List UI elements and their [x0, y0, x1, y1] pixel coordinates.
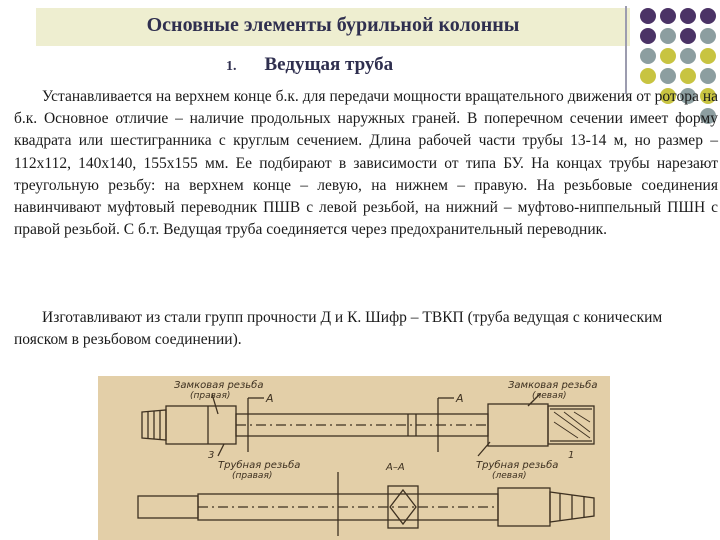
label-trub-right: Трубная резьба [476, 460, 559, 471]
label-trub-left: Трубная резьба [218, 460, 301, 471]
label-zamk-left-sub: (правая) [190, 391, 231, 401]
dot [700, 48, 716, 64]
drawing-svg [98, 376, 610, 540]
dot [660, 8, 676, 24]
dot [680, 28, 696, 44]
label-zamk-right: Замковая резьба [508, 380, 598, 391]
label-zamk-left: Замковая резьба [174, 380, 264, 391]
body-paragraph-2: Изготавливают из стали групп прочности Д и К. Шифр – ТВКП (труба ведущая с коническим пояском в резьбовом соединении). [14, 309, 663, 349]
dot [680, 68, 696, 84]
label-num-3: 3 [208, 450, 215, 461]
dot [680, 8, 696, 24]
label-a-left: А [266, 392, 274, 405]
label-zamk-right-sub: (левая) [532, 391, 567, 401]
label-trub-left-sub: (правая) [232, 471, 273, 481]
dot [660, 28, 676, 44]
dot [640, 8, 656, 24]
dot [700, 68, 716, 84]
dot [700, 28, 716, 44]
dot [700, 8, 716, 24]
label-trub-right-sub: (левая) [492, 471, 527, 481]
label-section-aa: А–А [386, 462, 405, 473]
dot [640, 68, 656, 84]
decorative-vertical-line [625, 6, 627, 94]
dot [660, 48, 676, 64]
section-title: Ведущая труба [264, 54, 394, 75]
dot [640, 28, 656, 44]
label-num-1: 1 [568, 450, 575, 461]
kelly-pipe-drawing [98, 376, 610, 540]
dot [680, 48, 696, 64]
section-number: 1. [226, 59, 237, 74]
label-a-right: А [456, 392, 464, 405]
section-heading [226, 54, 393, 78]
slide-title: Основные элементы бурильной колонны [146, 14, 520, 36]
dot [640, 48, 656, 64]
body-paragraph-1: Устанавливается на верхнем конце б.к. для передачи мощности вращательного движения от ротора на б.к. Основное отличие – наличие продольных наружных граней. В поперечном сечении имеет форму квадрата или шестигранника с круглым сечением. Длина рабочей части трубы 13-14 м, но размер – 112х112, 140х140, 155х155 мм. Ее подбирают в зависимости от типа БУ. На концах трубы нарезают треугольную резьбу: на верхнем конце – левую, на нижнем – правую. На резьбовые соединения навинчивают муфтовый переводник ПШВ с левой резьбой, на нижний – муфтово-ниппельный ПШН с правой резьбой. С б.т. Ведущая труба соединяется через предохранительный переводник. [14, 88, 718, 239]
dot [660, 68, 676, 84]
